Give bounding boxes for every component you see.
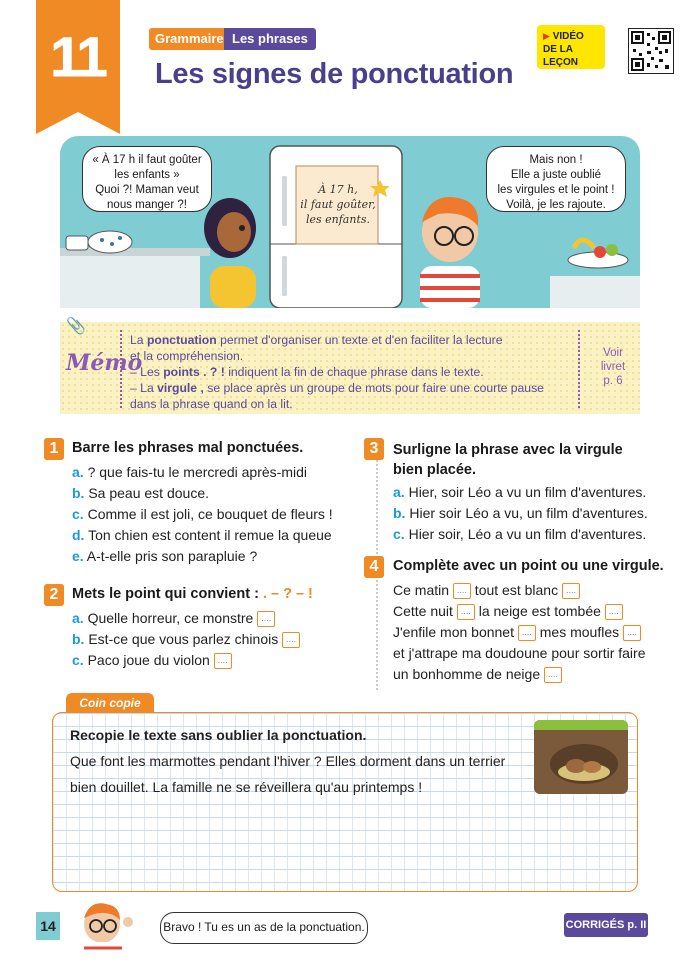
item-letter: e. bbox=[72, 548, 84, 564]
item-letter: a. bbox=[393, 484, 405, 500]
bubble-girl-line: nous manger ?! bbox=[107, 199, 187, 211]
text-part: Cette nuit bbox=[393, 603, 457, 619]
text-part: et j'attrape ma doudoune pour sortir faire bbox=[393, 645, 646, 661]
bravo-bubble: Bravo ! Tu es un as de la ponctuation. bbox=[160, 912, 368, 944]
memo-text-part: se place après un groupe de mots pour faire une courte pause bbox=[203, 381, 544, 395]
boy-avatar bbox=[72, 898, 136, 956]
item-text: Hier soir, Léo a vu un film d'aventures. bbox=[404, 526, 647, 542]
item-text: ? que fais-tu le mercredi après-midi bbox=[83, 464, 307, 480]
exercise-4-question: Complète avec un point ou une virgule. bbox=[393, 558, 664, 574]
note-line: il faut goûter, bbox=[300, 198, 376, 211]
voir-line: p. 6 bbox=[603, 375, 623, 387]
bubble-boy-line: Elle a juste oublié bbox=[510, 169, 602, 181]
exercise-3-question bbox=[393, 440, 623, 480]
lesson-number: 11 bbox=[50, 25, 106, 88]
exercise-2-list bbox=[72, 608, 300, 671]
item-letter: b. bbox=[393, 505, 406, 521]
item-text: Hier soir Léo a vu, un film d'aventures. bbox=[405, 505, 648, 521]
speech-bubble-girl bbox=[82, 146, 212, 212]
boy-avatar-drawing bbox=[72, 898, 136, 956]
item-letter: b. bbox=[72, 631, 85, 647]
item-text: Quelle horreur, ce monstre bbox=[83, 610, 258, 626]
memo-text-part: – La bbox=[130, 381, 158, 395]
text-line bbox=[393, 643, 646, 664]
video-lesson-button[interactable] bbox=[537, 25, 605, 69]
text-part: J'enfile mon bonnet bbox=[393, 624, 518, 640]
list-item[interactable] bbox=[72, 504, 333, 525]
video-label-1: VIDÉO bbox=[552, 31, 584, 42]
text-part: mes moufles bbox=[535, 624, 624, 640]
speech-bubble-boy bbox=[486, 146, 626, 212]
list-item bbox=[72, 629, 300, 650]
copy-line: Que font les marmottes pendant l'hiver ? Elles dorment dans un terrier bbox=[70, 753, 506, 769]
list-item[interactable] bbox=[393, 503, 648, 524]
memo-keyword: points . ? ! bbox=[163, 365, 225, 379]
memo-text-part: et la compréhension. bbox=[130, 349, 244, 363]
tag-topic: Les phrases bbox=[224, 28, 316, 50]
bubble-boy-line: Voilà, je les rajoute. bbox=[506, 199, 606, 211]
paperclip-icon: 📎 bbox=[66, 318, 86, 335]
item-letter: c. bbox=[72, 652, 84, 668]
list-item[interactable] bbox=[393, 524, 648, 545]
bubble-girl-line: « À 17 h il faut goûter bbox=[92, 154, 202, 166]
item-text: Sa peau est douce. bbox=[84, 485, 209, 501]
exercise-1-list bbox=[72, 462, 333, 567]
bubble-boy-line: les virgules et le point ! bbox=[497, 184, 615, 196]
answer-box[interactable]: .... bbox=[544, 667, 562, 683]
answer-box[interactable]: .... bbox=[214, 653, 232, 669]
copy-text bbox=[70, 722, 520, 800]
memo-label: Mémo bbox=[66, 350, 143, 376]
bubble-boy-line: Mais non ! bbox=[529, 154, 583, 166]
answer-box[interactable]: .... bbox=[605, 604, 623, 620]
tag-category: Grammaire bbox=[149, 28, 230, 50]
item-text: Est-ce que vous parlez chinois bbox=[84, 631, 283, 647]
note-line: À 17 h, bbox=[318, 183, 358, 196]
qr-pattern bbox=[629, 29, 673, 73]
memo-text-part: – Les bbox=[130, 365, 164, 379]
answer-box[interactable]: .... bbox=[453, 583, 471, 599]
memo-text-part: permet d'organiser un texte et d'en faciliter la lecture bbox=[216, 333, 503, 347]
list-item[interactable] bbox=[72, 525, 333, 546]
copy-instruction: Recopie le texte sans oublier la ponctuation. bbox=[70, 727, 367, 743]
answer-box[interactable]: .... bbox=[623, 625, 641, 641]
voir-line: Voir bbox=[603, 347, 623, 359]
item-text: Ton chien est content il remue la queue bbox=[84, 527, 332, 543]
fridge-note bbox=[296, 182, 380, 227]
answer-box[interactable]: .... bbox=[562, 583, 580, 599]
list-item bbox=[72, 608, 300, 629]
exercise-number: 4 bbox=[364, 556, 384, 578]
memo-text-part: dans la phrase quand on la lit. bbox=[130, 397, 293, 411]
answer-box[interactable]: .... bbox=[457, 604, 475, 620]
memo-keyword: virgule , bbox=[157, 381, 204, 395]
coin-copie-tab: Coin copie bbox=[66, 693, 154, 713]
answer-box[interactable]: .... bbox=[518, 625, 536, 641]
item-letter: a. bbox=[72, 464, 84, 480]
bubble-girl-line: les enfants » bbox=[114, 169, 180, 181]
exercise-number: 2 bbox=[44, 584, 64, 606]
text-part: Ce matin bbox=[393, 582, 453, 598]
qr-code-icon[interactable] bbox=[628, 28, 674, 74]
list-item[interactable] bbox=[72, 462, 333, 483]
exercise-2-question bbox=[72, 586, 313, 602]
memo-text bbox=[130, 332, 570, 412]
voir-line: livret bbox=[600, 361, 626, 373]
question-text: Mets le point qui convient : bbox=[72, 586, 263, 602]
memo-divider-left bbox=[120, 330, 122, 408]
item-text: Paco joue du violon bbox=[83, 652, 214, 668]
item-letter: d. bbox=[72, 527, 85, 543]
text-line bbox=[393, 580, 646, 601]
item-text: A-t-elle pris son parapluie ? bbox=[83, 548, 258, 564]
marmot-illustration bbox=[534, 720, 628, 794]
punctuation-list: . – ? – ! bbox=[262, 586, 313, 602]
corriges-button[interactable]: CORRIGÉS p. II bbox=[564, 913, 648, 937]
text-part: la neige est tombée bbox=[474, 603, 605, 619]
play-icon: ▶ bbox=[543, 31, 550, 41]
item-text: Comme il est joli, ce bouquet de fleurs ! bbox=[83, 506, 333, 522]
memo-text-part: indiquent la fin de chaque phrase dans le texte. bbox=[224, 365, 484, 379]
item-letter: c. bbox=[393, 526, 405, 542]
text-line bbox=[393, 622, 646, 643]
question-text: bien placée. bbox=[393, 462, 477, 478]
copy-line: bien douillet. La famille ne se réveillera qu'au printemps ! bbox=[70, 779, 423, 795]
text-line bbox=[393, 664, 646, 685]
note-line: les enfants. bbox=[305, 213, 371, 226]
question-text: Surligne la phrase avec la virgule bbox=[393, 442, 623, 458]
answer-box[interactable]: .... bbox=[282, 632, 300, 648]
list-item[interactable] bbox=[72, 483, 333, 504]
memo-text-part: La bbox=[130, 333, 147, 347]
list-item[interactable] bbox=[393, 482, 648, 503]
item-letter: b. bbox=[72, 485, 85, 501]
page-title: Les signes de ponctuation bbox=[155, 58, 514, 90]
text-part: un bonhomme de neige bbox=[393, 666, 544, 682]
list-item bbox=[72, 650, 300, 671]
voir-livret-link[interactable] bbox=[588, 346, 638, 388]
answer-box[interactable]: .... bbox=[257, 611, 275, 627]
text-line bbox=[393, 601, 646, 622]
memo-divider-right bbox=[578, 330, 580, 408]
bubble-girl-line: Quoi ?! Maman veut bbox=[95, 184, 199, 196]
item-letter: c. bbox=[72, 506, 84, 522]
text-part: tout est blanc bbox=[470, 582, 562, 598]
list-item[interactable] bbox=[72, 546, 333, 567]
exercise-number: 3 bbox=[364, 438, 384, 460]
exercise-number: 1 bbox=[44, 438, 64, 460]
exercise-4-text bbox=[393, 580, 646, 685]
item-text: Hier, soir Léo a vu un film d'aventures. bbox=[404, 484, 647, 500]
marmot-burrow-image bbox=[534, 720, 628, 794]
memo-keyword: ponctuation bbox=[146, 333, 217, 347]
video-label-2: DE LA LEÇON bbox=[543, 44, 578, 68]
exercise-3-list bbox=[393, 482, 648, 545]
page-number: 14 bbox=[36, 912, 60, 940]
item-letter: a. bbox=[72, 610, 84, 626]
exercise-1-question: Barre les phrases mal ponctuées. bbox=[72, 440, 304, 456]
